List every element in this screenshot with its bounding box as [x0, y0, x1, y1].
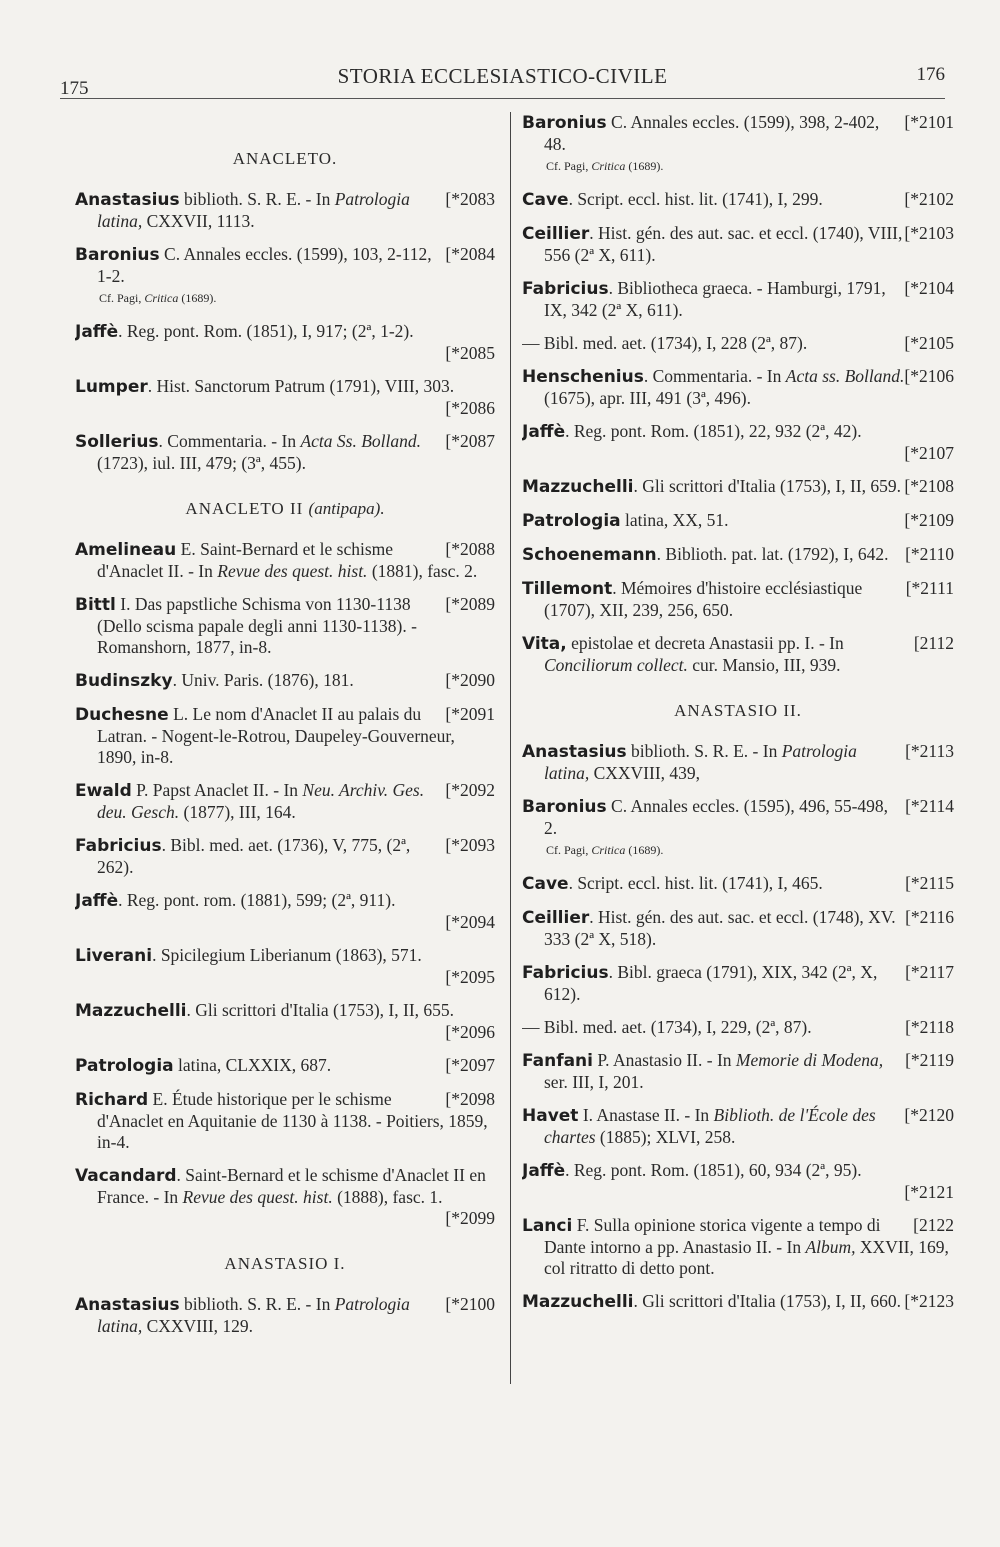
- entry-description: . Reg. pont. Rom. (1851), 60, 934 (2ª, 95).: [565, 1160, 862, 1180]
- bibliography-entry: [522, 1291, 954, 1313]
- entry-reference-number: [*2119: [905, 1050, 954, 1070]
- entry-reference-number: [*2111: [905, 578, 954, 598]
- note-title-italic: Critica: [591, 843, 626, 857]
- bibliography-entry: [522, 578, 954, 621]
- entry-title-italic: Revue des quest. hist.: [182, 1187, 333, 1207]
- entry-reference-number: [*2090: [445, 670, 495, 690]
- entry-text: [522, 741, 954, 784]
- entry-description-continued: CXXVIII, 439,: [589, 763, 701, 783]
- entry-description: . Commentaria. - In: [643, 366, 786, 386]
- author-name: Anastasius: [522, 742, 627, 762]
- author-name: Richard: [75, 1090, 149, 1110]
- entry-reference-number: [*2121: [904, 1182, 954, 1202]
- author-name: Lanci: [522, 1216, 573, 1236]
- entry-title-italic: Revue des quest. hist.: [217, 561, 368, 581]
- entry-description: F. Sulla opinione storica vigente a tempo di Dante intorno a pp. Anastasio II. - In: [544, 1215, 881, 1257]
- bibliography-entry: [75, 376, 495, 419]
- author-name: Anastasius: [75, 1295, 180, 1315]
- bibliography-entry: [522, 962, 954, 1005]
- section-heading: ANACLETO.: [232, 149, 338, 168]
- author-name: Liverani: [75, 946, 153, 966]
- author-name: Mazzuchelli: [522, 477, 634, 497]
- entry-text: [522, 189, 954, 211]
- entry-text: [522, 223, 954, 266]
- entry-text: [75, 945, 495, 967]
- entry-text: [75, 1000, 495, 1022]
- entry-description: epistolae et decreta Anastasii pp. I. - In: [566, 633, 844, 653]
- entry-description: . Hist. gén. des aut. sac. et eccl. (1740), VIII, 556 (2ª X, 611).: [544, 223, 903, 265]
- entry-reference-number: [*2083: [445, 189, 495, 209]
- bibliography-entry: [522, 1050, 954, 1093]
- entry-description: biblioth. S. R. E. - In: [179, 189, 335, 209]
- author-name: Henschenius: [522, 367, 644, 387]
- bibliography-entry: [522, 510, 954, 532]
- entry-description: . Bibliotheca graeca. - Hamburgi, 1791, IX, 342 (2ª X, 611).: [544, 278, 886, 320]
- entry-description-continued: (1723), iul. III, 479; (3ª, 455).: [97, 453, 306, 473]
- entry-description: L. Le nom d'Anaclet II au palais du Latran. - Nogent-le-Rotrou, Daupeley-Gouverneur, 1890, in-8.: [97, 704, 455, 767]
- entry-title-italic: Biblioth. de l'École des chartes: [544, 1105, 876, 1147]
- entry-description: . Mémoires d'histoire ecclésiastique (1707), XII, 239, 256, 650.: [544, 578, 863, 620]
- note-text-continued: (1689).: [178, 291, 217, 305]
- entry-description: biblioth. S. R. E. - In: [179, 1294, 335, 1314]
- entry-reference-number: [*2098: [445, 1089, 495, 1109]
- author-name: Jaffè: [522, 1161, 566, 1181]
- entry-description: E. Saint-Bernard et le schisme d'Anaclet II. - In: [97, 539, 394, 581]
- entry-description-continued: (1888), fasc. 1.: [332, 1187, 443, 1207]
- entry-reference-number: [*2085: [445, 343, 495, 363]
- entry-text: [522, 1160, 954, 1182]
- bibliography-entry: [75, 670, 495, 692]
- entry-note: [546, 156, 954, 177]
- bibliography-entry: [522, 366, 954, 409]
- entry-reference-number: [*2107: [904, 443, 954, 463]
- entry-reference-number: [*2115: [905, 873, 954, 893]
- bibliography-entry: [522, 189, 954, 211]
- entry-text: [522, 796, 954, 839]
- entry-text: [75, 1055, 495, 1077]
- author-name: Fanfani: [522, 1051, 593, 1071]
- entry-text: [75, 244, 495, 287]
- entry-reference-number: [*2113: [905, 741, 954, 761]
- author-name: Mazzuchelli: [75, 1001, 187, 1021]
- entry-text: [522, 633, 954, 676]
- bibliography-entry: [522, 476, 954, 498]
- entry-text: [522, 907, 954, 950]
- entry-reference-number: [*2100: [445, 1294, 495, 1314]
- author-name: Sollerius: [75, 432, 159, 452]
- dash: —: [522, 333, 540, 353]
- author-name: Ceillier: [522, 224, 590, 244]
- author-name: Baronius: [522, 113, 607, 133]
- entry-text: [522, 578, 954, 621]
- bibliography-entry: [522, 223, 954, 266]
- entry-text: [75, 890, 495, 912]
- entry-description: . Gli scrittori d'Italia (1753), I, II, 655.: [186, 1000, 455, 1020]
- bibliography-entry: [522, 544, 954, 566]
- author-name: Patrologia: [522, 511, 621, 531]
- bibliography-entry: [522, 421, 954, 464]
- entry-text: [522, 476, 954, 498]
- entry-text: [75, 189, 495, 232]
- bibliography-entry: [522, 333, 954, 354]
- entry-text: [522, 510, 954, 532]
- entry-reference-number: [*2089: [445, 594, 495, 614]
- entry-title-italic: Acta Ss. Bolland.: [300, 431, 421, 451]
- entry-description: . Bibl. med. aet. (1736), V, 775, (2ª, 262).: [97, 835, 411, 877]
- entry-reference-number: [*2110: [905, 544, 954, 564]
- entry-reference-number: [*2095: [445, 967, 495, 987]
- entry-reference-number: [*2120: [904, 1105, 954, 1125]
- entry-description: . Bibl. graeca (1791), XIX, 342 (2ª, X, 612).: [544, 962, 878, 1004]
- entry-reference-number: [*2105: [904, 333, 954, 353]
- entry-text: [522, 366, 954, 409]
- entry-description: . Univ. Paris. (1876), 181.: [172, 670, 354, 690]
- bibliography-entry: [75, 321, 495, 364]
- section-heading-qualifier: (antipapa).: [308, 499, 385, 518]
- entry-description-continued: (1675), apr. III, 491 (3ª, 496).: [544, 388, 752, 408]
- entry-reference-number: [*2096: [445, 1022, 495, 1042]
- entry-title-italic: Patrologia latina,: [97, 1294, 410, 1336]
- bibliography-entry: [75, 594, 495, 658]
- entry-description-continued: XXVII, 169, col ritratto di detto pont.: [544, 1237, 949, 1278]
- section-heading: ANASTASIO I.: [224, 1254, 346, 1273]
- entry-text: [75, 780, 495, 823]
- entry-description: E. Étude historique per le schisme d'Anaclet en Aquitanie de 1130 à 1138. - Poitiers, 1859, in-4.: [97, 1089, 488, 1152]
- entry-description: latina, CLXXIX, 687.: [173, 1055, 332, 1075]
- entry-text: [75, 539, 495, 582]
- entry-text: [522, 1291, 954, 1313]
- bibliography-entry: [75, 1294, 495, 1337]
- entry-reference-number: [*2117: [905, 962, 954, 982]
- entry-title-italic: Patrologia latina,: [97, 189, 410, 231]
- entry-description: C. Annales eccles. (1599), 103, 2-112, 1-2.: [97, 244, 432, 286]
- entry-text: [522, 962, 954, 1005]
- author-name: Ewald: [75, 781, 132, 801]
- entry-text: [522, 873, 954, 895]
- bibliography-entry: [75, 539, 495, 582]
- entry-description: . Commentaria. - In: [158, 431, 301, 451]
- author-name: Fabricius: [75, 836, 162, 856]
- entry-text: [75, 431, 495, 474]
- entry-reference-number: [*2104: [904, 278, 954, 298]
- running-title: STORIA ECCLESIASTICO-CIVILE: [337, 64, 668, 88]
- section-heading: ANACLETO II (antipapa).: [185, 499, 385, 518]
- entry-description-continued: (1877), III, 164.: [179, 802, 296, 822]
- entry-description: latina, XX, 51.: [620, 510, 729, 530]
- note-title-italic: Critica: [144, 291, 179, 305]
- author-name: Lumper: [75, 377, 148, 397]
- bibliography-entry: [522, 112, 954, 177]
- section-heading: ANASTASIO II.: [674, 701, 802, 720]
- author-name: Patrologia: [75, 1056, 174, 1076]
- entry-description: . Script. eccl. hist. lit. (1741), I, 465.: [568, 873, 823, 893]
- entry-title-italic: Patrologia latina,: [544, 741, 857, 783]
- bibliography-entry: [75, 704, 495, 768]
- bibliography-entry: [75, 1165, 495, 1229]
- entry-text: [75, 670, 495, 692]
- entry-description: P. Anastasio II. - In: [593, 1050, 736, 1070]
- entry-title-italic: Memorie di Modena,: [735, 1050, 884, 1070]
- entry-text: [75, 594, 495, 658]
- entry-description: I. Anastase II. - In: [578, 1105, 714, 1125]
- author-name: Ceillier: [522, 908, 590, 928]
- bibliography-entry: [522, 1017, 954, 1038]
- entry-reference-number: [*2102: [904, 189, 954, 209]
- entry-description: . Gli scrittori d'Italia (1753), I, II, 659.: [633, 476, 902, 496]
- author-name: Jaffè: [75, 322, 119, 342]
- dash: —: [522, 1017, 540, 1037]
- entry-description: biblioth. S. R. E. - In: [626, 741, 782, 761]
- entry-text: [522, 1017, 954, 1038]
- entry-reference-number: [*2088: [445, 539, 495, 559]
- entry-title-italic: Conciliorum collect.: [544, 655, 688, 675]
- entry-text: [75, 1089, 495, 1153]
- entry-reference-number: [*2092: [445, 780, 495, 800]
- entry-description: . Hist. Sanctorum Patrum (1791), VIII, 303.: [147, 376, 455, 396]
- entry-description-continued: cur. Mansio, III, 939.: [687, 655, 841, 675]
- entry-description: . Gli scrittori d'Italia (1753), I, II, 660.: [633, 1291, 902, 1311]
- note-text-continued: (1689).: [625, 159, 664, 173]
- entry-text: [522, 278, 954, 321]
- entry-text: [522, 333, 954, 354]
- author-name: Vacandard: [75, 1166, 177, 1186]
- author-name: Fabricius: [522, 963, 609, 983]
- entry-text: [522, 544, 954, 566]
- entry-title-italic: Album,: [805, 1237, 856, 1257]
- column-divider: [510, 112, 511, 1384]
- entry-reference-number: [*2108: [904, 476, 954, 496]
- entry-description: I. Das papstliche Schisma von 1130-1138 (Dello scisma papale degli anni 1130-1138). - Romanshorn, 1877, in-8.: [97, 594, 417, 657]
- entry-description: C. Annales eccles. (1599), 398, 2-402, 48.: [544, 112, 880, 154]
- author-name: Tillemont: [522, 579, 613, 599]
- entry-reference-number: [*2106: [904, 366, 954, 386]
- author-name: Schoenemann: [522, 545, 657, 565]
- author-name: Duchesne: [75, 705, 169, 725]
- author-name: Cave: [522, 874, 569, 894]
- note-text-continued: (1689).: [625, 843, 664, 857]
- entry-title-italic: Neu. Archiv. Ges. deu. Gesch.: [97, 780, 425, 822]
- entry-description: . Reg. pont. Rom. (1851), 22, 932 (2ª, 42).: [565, 421, 862, 441]
- entry-reference-number: [*2091: [445, 704, 495, 724]
- bibliography-entry: [522, 1160, 954, 1203]
- author-name: Jaffè: [522, 422, 566, 442]
- entry-reference-number: [*2114: [905, 796, 954, 816]
- entry-description: . Saint-Bernard et le schisme d'Anaclet II en France. - In: [97, 1165, 486, 1207]
- entry-reference-number: [*2094: [445, 912, 495, 932]
- entry-text: [522, 421, 954, 443]
- entry-title-italic: Acta ss. Bolland.: [785, 366, 905, 386]
- entry-description-continued: CXXVIII, 129.: [142, 1316, 254, 1336]
- bibliography-entry: [522, 741, 954, 784]
- author-name: Jaffè: [75, 891, 119, 911]
- entry-reference-number: [*2101: [904, 112, 954, 132]
- entry-reference-number: [2112: [913, 633, 954, 653]
- bibliography-entry: [75, 1055, 495, 1077]
- entry-reference-number: [*2097: [445, 1055, 495, 1075]
- author-name: Cave: [522, 190, 569, 210]
- bibliography-entry: [75, 431, 495, 474]
- entry-text: [75, 835, 495, 878]
- entry-description: . Reg. pont. rom. (1881), 599; (2ª, 911).: [118, 890, 396, 910]
- entry-description-continued: CXXVII, 1113.: [142, 211, 255, 231]
- entry-text: [75, 704, 495, 768]
- bibliography-entry: [75, 890, 495, 933]
- right-column: [522, 112, 954, 1392]
- bibliography-entry: [522, 278, 954, 321]
- author-name: Baronius: [522, 797, 607, 817]
- entry-description-continued: (1881), fasc. 2.: [367, 561, 478, 581]
- page-number-left: 175: [60, 78, 89, 99]
- bibliography-entry: [75, 1000, 495, 1043]
- author-name: Budinszky: [75, 671, 173, 691]
- author-name: Havet: [522, 1106, 579, 1126]
- note-text: Cf. Pagi,: [99, 291, 145, 305]
- entry-description: C. Annales eccles. (1595), 496, 55-498, 2.: [544, 796, 889, 838]
- entry-text: [522, 1105, 954, 1148]
- bibliography-entry: [75, 1089, 495, 1153]
- entry-description: P. Papst Anaclet II. - In: [131, 780, 303, 800]
- note-title-italic: Critica: [591, 159, 626, 173]
- author-name: Anastasius: [75, 190, 180, 210]
- entry-reference-number: [*2109: [904, 510, 954, 530]
- entry-description: Bibl. med. aet. (1734), I, 229, (2ª, 87).: [539, 1017, 812, 1037]
- author-name: Mazzuchelli: [522, 1292, 634, 1312]
- bibliography-entry: [522, 873, 954, 895]
- entry-reference-number: [*2086: [445, 398, 495, 418]
- entry-description: Bibl. med. aet. (1734), I, 228 (2ª, 87).: [539, 333, 808, 353]
- entry-text: [522, 1215, 954, 1279]
- entry-description: . Script. eccl. hist. lit. (1741), I, 299.: [568, 189, 823, 209]
- entry-reference-number: [*2099: [445, 1208, 495, 1228]
- note-text: Cf. Pagi,: [546, 843, 592, 857]
- author-name: Vita,: [522, 634, 567, 654]
- entry-description: . Spicilegium Liberianum (1863), 571.: [152, 945, 422, 965]
- bibliography-entry: [522, 1105, 954, 1148]
- page-header: [60, 58, 945, 99]
- author-name: Bittl: [75, 595, 116, 615]
- entry-reference-number: [*2084: [445, 244, 495, 264]
- entry-reference-number: [*2103: [904, 223, 954, 243]
- entry-reference-number: [*2116: [905, 907, 954, 927]
- entry-reference-number: [*2093: [445, 835, 495, 855]
- entry-reference-number: [*2123: [904, 1291, 954, 1311]
- bibliography-entry: [522, 633, 954, 676]
- entry-description: . Reg. pont. Rom. (1851), I, 917; (2ª, 1-2).: [118, 321, 414, 341]
- bibliography-entry: [75, 244, 495, 309]
- bibliography-entry: [75, 835, 495, 878]
- entry-note: [99, 288, 495, 309]
- entry-text: [75, 1294, 495, 1337]
- bibliography-entry: [75, 945, 495, 988]
- entry-text: [75, 321, 495, 343]
- author-name: Fabricius: [522, 279, 609, 299]
- author-name: Amelineau: [75, 540, 177, 560]
- entry-reference-number: [2122: [913, 1215, 954, 1235]
- page-number-right: 176: [916, 64, 945, 85]
- entry-text: [522, 1050, 954, 1093]
- bibliography-entry: [75, 780, 495, 823]
- entry-description-continued: ser. III, I, 201.: [544, 1072, 644, 1092]
- entry-text: [75, 376, 495, 398]
- note-text: Cf. Pagi,: [546, 159, 592, 173]
- entry-reference-number: [*2118: [905, 1017, 954, 1037]
- bibliography-entry: [522, 796, 954, 861]
- bibliography-entry: [75, 189, 495, 232]
- author-name: Baronius: [75, 245, 160, 265]
- bibliography-entry: [522, 1215, 954, 1279]
- bibliography-entry: [522, 907, 954, 950]
- entry-note: [546, 840, 954, 861]
- entry-description: . Biblioth. pat. lat. (1792), I, 642.: [656, 544, 889, 564]
- entry-description: . Hist. gén. des aut. sac. et eccl. (1748), XV. 333 (2ª X, 518).: [544, 907, 896, 949]
- entry-description-continued: (1885); XLVI, 258.: [595, 1127, 736, 1147]
- entry-text: [522, 112, 954, 155]
- left-column: [75, 112, 495, 1392]
- entry-text: [75, 1165, 495, 1208]
- entry-reference-number: [*2087: [445, 431, 495, 451]
